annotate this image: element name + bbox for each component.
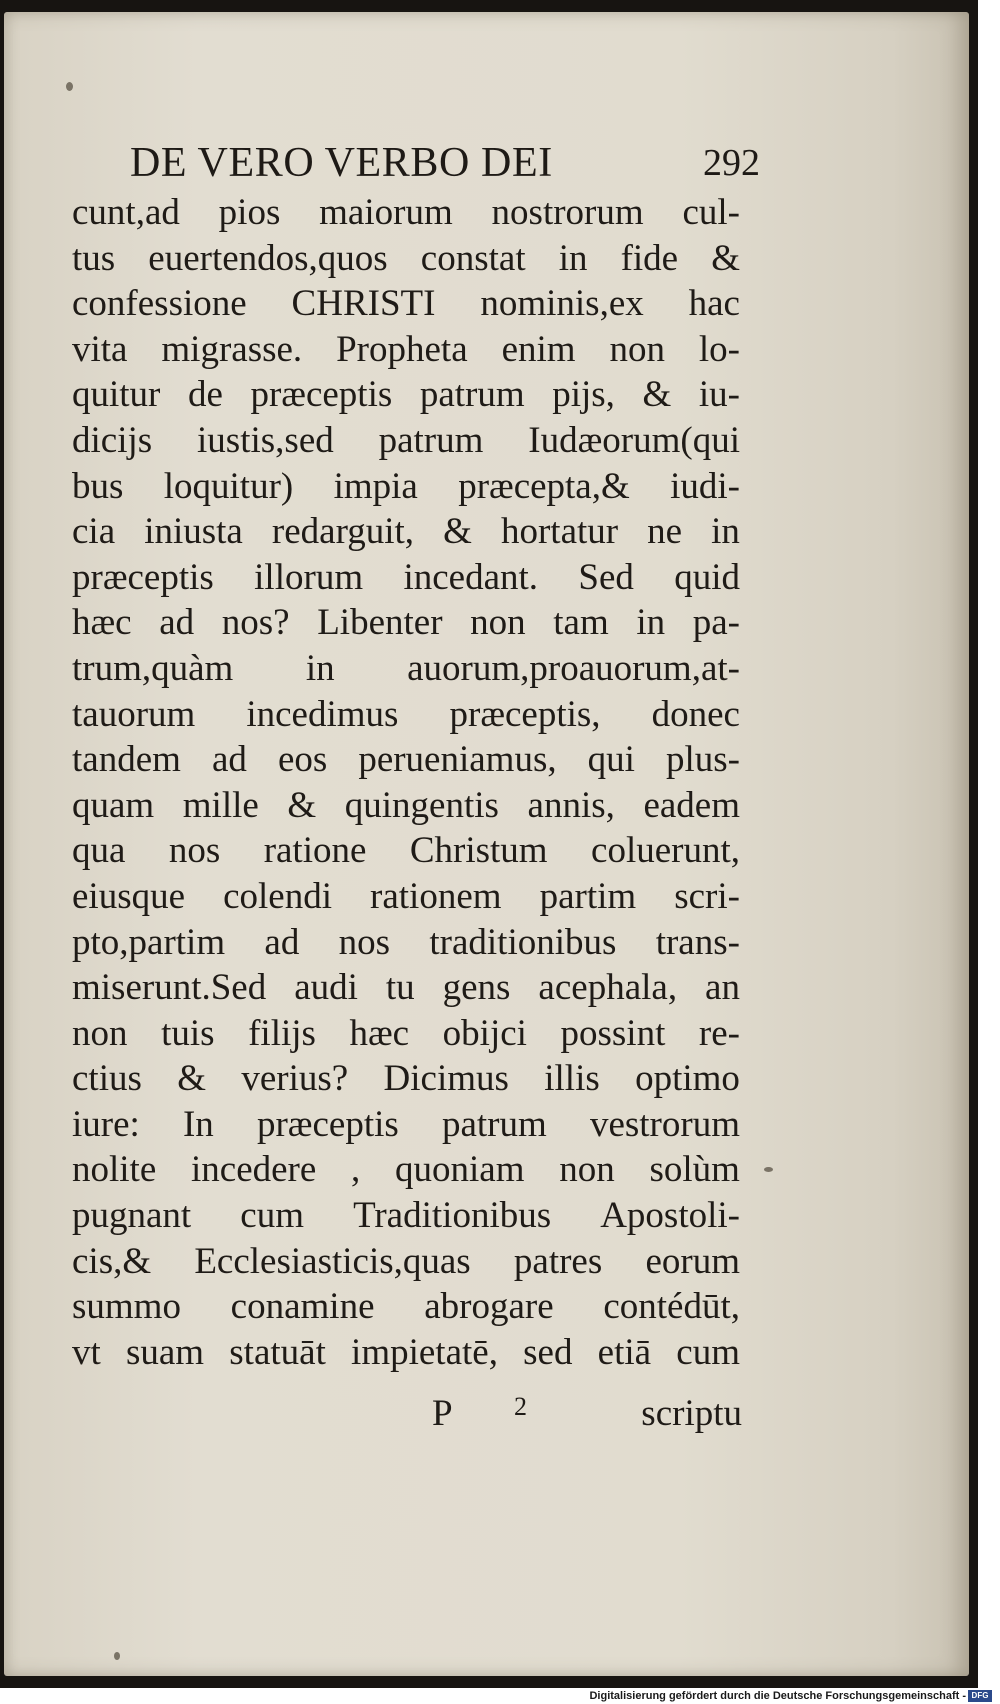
word: partim	[539, 875, 637, 917]
word: cum	[676, 1331, 740, 1373]
word: incedant.	[403, 556, 539, 598]
word: summo	[72, 1286, 181, 1328]
word: confessione	[72, 283, 247, 325]
word: incedimus	[246, 693, 399, 735]
word: quam	[72, 784, 155, 826]
word: ratione	[263, 830, 367, 872]
word: cum	[240, 1195, 304, 1237]
word: audi	[294, 967, 358, 1009]
word: iustis,sed	[197, 419, 334, 461]
dfg-logo: DFG	[968, 1690, 992, 1702]
text-line	[72, 190, 740, 236]
body-text	[72, 190, 740, 1375]
word: &	[177, 1058, 206, 1100]
text-line	[72, 509, 740, 555]
word: dicijs	[72, 419, 153, 461]
word: Ecclesiasticis,quas	[194, 1240, 471, 1282]
word: ad	[211, 739, 247, 781]
word: traditionibus	[429, 921, 617, 963]
text-line	[72, 1193, 740, 1239]
text-line	[72, 1239, 740, 1285]
word: colendi	[223, 875, 332, 917]
word: tandem	[72, 739, 181, 781]
word: verius?	[241, 1058, 349, 1100]
word: sed	[523, 1331, 573, 1373]
word: filijs	[248, 1012, 316, 1054]
paper-blemish	[114, 1652, 120, 1660]
word: Propheta	[336, 328, 468, 370]
word: hæc	[72, 602, 132, 644]
word: optimo	[635, 1058, 740, 1100]
text-line	[72, 874, 740, 920]
word: patres	[513, 1240, 603, 1282]
digitization-credit	[0, 1688, 1000, 1704]
paper-blemish	[66, 82, 73, 91]
word: nos	[168, 830, 221, 872]
word: Apostoli-	[600, 1195, 740, 1237]
word: tu	[385, 967, 415, 1009]
catchword: scriptu	[641, 1393, 742, 1434]
running-head	[130, 138, 760, 188]
word: cia	[72, 511, 116, 553]
word: vestrorum	[589, 1103, 740, 1145]
word: nostrorum	[491, 192, 644, 233]
word: præceptis,	[449, 693, 601, 735]
word: præcepta,&	[458, 465, 630, 507]
word: constat	[420, 237, 526, 279]
word: pijs,	[552, 374, 615, 416]
word: Iudæorum(qui	[528, 419, 740, 461]
text-line	[72, 327, 740, 373]
word: qui	[587, 739, 635, 781]
word: conamine	[230, 1286, 375, 1328]
word: pa-	[692, 602, 740, 644]
word: mille	[182, 784, 259, 826]
word: trans-	[655, 921, 740, 963]
word: iure:	[72, 1103, 140, 1145]
word: &	[642, 374, 672, 416]
word: in	[305, 647, 335, 689]
text-line	[72, 1330, 740, 1376]
word: vita	[72, 328, 128, 370]
word: quitur	[72, 374, 161, 416]
word: eorum	[645, 1240, 740, 1282]
word: tuis	[161, 1012, 215, 1054]
word: auorum,proauorum,at-	[407, 647, 740, 689]
word: illorum	[254, 556, 364, 598]
word: non	[559, 1149, 615, 1191]
word: Dicimus	[383, 1058, 509, 1100]
word: præceptis	[256, 1103, 399, 1145]
word: cul-	[682, 192, 740, 233]
text-line	[72, 372, 740, 418]
word: Sed	[578, 556, 634, 598]
word: in	[711, 511, 740, 553]
text-line	[72, 1011, 740, 1057]
word: &	[443, 511, 472, 553]
word: impietatē,	[351, 1331, 498, 1373]
text-line	[72, 737, 740, 783]
text-line	[72, 600, 740, 646]
credit-text: Digitalisierung gefördert durch die Deutsche Forschungsgemeinschaft -	[589, 1690, 966, 1702]
word: non	[470, 602, 526, 644]
word: re-	[698, 1012, 740, 1054]
word: non	[609, 328, 665, 370]
word: Libenter	[317, 602, 443, 644]
word: redarguit,	[271, 511, 415, 553]
word: abrogare	[424, 1286, 554, 1328]
word: possint	[560, 1012, 666, 1054]
word: maiorum	[319, 192, 453, 233]
paper-blemish	[764, 1167, 773, 1172]
word: etiā	[597, 1331, 652, 1373]
word: pto,partim	[72, 921, 226, 963]
word: in	[558, 237, 588, 279]
word: bus	[72, 465, 124, 507]
text-line	[72, 281, 740, 327]
text-line	[72, 1147, 740, 1193]
word: gens	[442, 967, 511, 1009]
word: cunt,ad	[72, 192, 180, 233]
word: tus	[72, 237, 116, 279]
word: iniusta	[144, 511, 243, 553]
word: nolite	[72, 1149, 157, 1191]
word: suam	[125, 1331, 205, 1373]
word: non	[72, 1012, 128, 1054]
word: annis,	[527, 784, 615, 826]
word: eos	[277, 739, 328, 781]
word: pugnant	[72, 1195, 192, 1237]
word: scri-	[674, 875, 740, 917]
text-line	[72, 828, 740, 874]
word: nos	[338, 921, 391, 963]
word: ad	[264, 921, 300, 963]
word: præceptis	[72, 556, 214, 598]
signature-number: 2	[514, 1392, 527, 1421]
word: rationem	[370, 875, 502, 917]
word: de	[187, 374, 223, 416]
word: trum,quàm	[72, 647, 234, 689]
word: ad	[159, 602, 195, 644]
text-line	[72, 1102, 740, 1148]
word: iu-	[698, 374, 740, 416]
word: illis	[544, 1058, 600, 1100]
word: patrum	[378, 419, 484, 461]
word: euertendos,quos	[148, 237, 388, 279]
word: migrasse.	[161, 328, 303, 370]
word: miserunt.Sed	[72, 967, 267, 1009]
word: hac	[688, 283, 740, 325]
text-line	[72, 965, 740, 1011]
word: pios	[218, 192, 281, 233]
word: præceptis	[250, 374, 393, 416]
word: plus-	[665, 739, 740, 781]
word: vt	[72, 1331, 101, 1373]
word: &	[287, 784, 317, 826]
signature-mark: P	[432, 1393, 453, 1434]
word: lo-	[698, 328, 740, 370]
word: impia	[333, 465, 418, 507]
word: loquitur)	[163, 465, 294, 507]
text-line	[72, 555, 740, 601]
word: ctius	[72, 1058, 142, 1100]
text-line	[72, 464, 740, 510]
word: nos?	[221, 602, 290, 644]
word: eiusque	[72, 875, 186, 917]
word: eadem	[643, 784, 740, 826]
word: solùm	[649, 1149, 740, 1191]
text-line	[72, 236, 740, 282]
word: tam	[553, 602, 609, 644]
word: perueniamus,	[358, 739, 557, 781]
word: coluerunt,	[591, 830, 740, 872]
page-number: 292	[703, 142, 760, 184]
word: hortatur	[500, 511, 619, 553]
word: CHRISTI	[291, 283, 436, 325]
word: an	[705, 967, 740, 1009]
word: hæc	[349, 1012, 410, 1054]
word: obijci	[442, 1012, 527, 1054]
word: statuāt	[229, 1331, 326, 1373]
catchline	[432, 1392, 742, 1438]
word: tauorum	[72, 693, 196, 735]
word: patrum	[441, 1103, 547, 1145]
text-line	[72, 783, 740, 829]
word: In	[182, 1103, 214, 1145]
word: quoniam	[395, 1149, 525, 1191]
word: quingentis	[344, 784, 499, 826]
word: Christum	[409, 830, 548, 872]
word: cis,&	[72, 1240, 152, 1282]
word: donec	[651, 693, 740, 735]
word: quid	[674, 556, 740, 598]
text-line	[72, 1284, 740, 1330]
word: enim	[501, 328, 576, 370]
text-line	[72, 646, 740, 692]
word: ,	[351, 1149, 361, 1191]
word: in	[636, 602, 666, 644]
word: ne	[647, 511, 683, 553]
word: fide	[620, 237, 679, 279]
word: acephala,	[538, 967, 678, 1009]
word: patrum	[419, 374, 525, 416]
text-line	[72, 418, 740, 464]
word: iudi-	[670, 465, 740, 507]
word: nominis,ex	[480, 283, 644, 325]
word: &	[711, 237, 740, 279]
word: qua	[72, 830, 126, 872]
word: Traditionibus	[353, 1195, 552, 1237]
text-line	[72, 1056, 740, 1102]
word: contédūt,	[603, 1286, 740, 1328]
text-line	[72, 920, 740, 966]
running-head-title: DE VERO VERBO DEI	[130, 140, 553, 186]
word: incedere	[191, 1149, 317, 1191]
text-line	[72, 692, 740, 738]
